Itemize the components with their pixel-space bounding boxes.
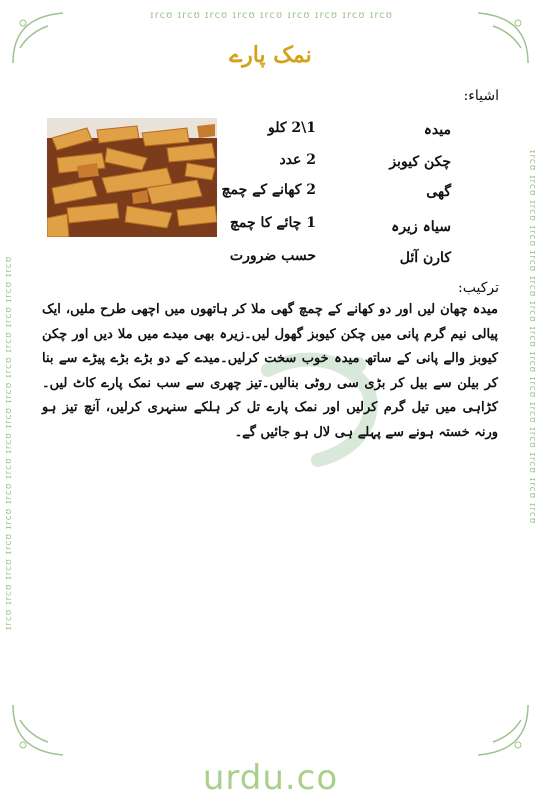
ingredient-name: گھی: [426, 184, 451, 200]
method-paragraph: میدہ چھان لیں اور دو کھانے کے چمچ گھی ملا کر ہاتھوں میں اچھی طرح ملیں، ایک پیالی نیم گرم پانی میں چکن کیوبز گھول لیں۔زیرہ بھی میدے میں ملا دیں اور چکن کیوبز والے پانی کے ساتھ میدہ خوب سخت کرلیں۔میدے کے دو بڑے بڑے پیڑے سے بنا کر بیلن سے بیل کر بڑی سی روٹی بنالیں۔تیز چھری سے سب نمک پارے کاٹ لیں۔کڑاہی میں تیل گرم کرلیں اور نمک پارے تل کر ہلکے سنہری کرلیں، آنچ تیز ہو ورنہ خستہ ہونے سے پہلے ہی لال ہو جائیں گے۔: [42, 302, 498, 440]
corner-ornament-bottom-right: [473, 700, 533, 760]
corner-ornament-bottom-left: [8, 700, 68, 760]
ingredient-qty: 2 کھانے کے چمچ: [221, 182, 316, 198]
ingredient-qty: 1\2 کلو: [267, 120, 316, 136]
ingredient-name: کارن آئل: [399, 250, 451, 266]
ingredient-name: میدہ: [423, 122, 451, 138]
ingredient-name: سیاہ زیرہ: [391, 219, 451, 235]
top-border-pattern: ɪrcʊ ɪrcʊ ɪrcʊ ɪrcʊ ɪrcʊ ɪrcʊ ɪrcʊ ɪrcʊ ɪrcʊ: [150, 10, 393, 21]
namak-pare-photo: [47, 118, 217, 237]
right-border-pattern: ɪrcʊ ɪrcʊ ɪrcʊ ɪrcʊ ɪrcʊ ɪrcʊ ɪrcʊ ɪrcʊ ɪrcʊ ɪrcʊ ɪrcʊ ɪrcʊ ɪrcʊ ɪrcʊ ɪrcʊ: [527, 150, 537, 525]
ingredient-qty: 1 چائے کا چمچ: [229, 215, 316, 231]
left-border-pattern: ɪrcʊ ɪrcʊ ɪrcʊ ɪrcʊ ɪrcʊ ɪrcʊ ɪrcʊ ɪrcʊ ɪrcʊ ɪrcʊ ɪrcʊ ɪrcʊ ɪrcʊ ɪrcʊ ɪrcʊ: [4, 255, 14, 630]
ingredient-qty: 2 عدد: [279, 152, 316, 168]
method-heading: ترکیب:: [458, 280, 499, 296]
footer-logo: urdu.co: [202, 758, 339, 798]
ingredients-heading: اشیاء:: [463, 88, 499, 104]
ingredient-qty: حسب ضرورت: [229, 248, 316, 264]
ingredient-name: چکن کیوبز: [389, 154, 451, 170]
recipe-title: نمک پارے: [229, 42, 312, 68]
